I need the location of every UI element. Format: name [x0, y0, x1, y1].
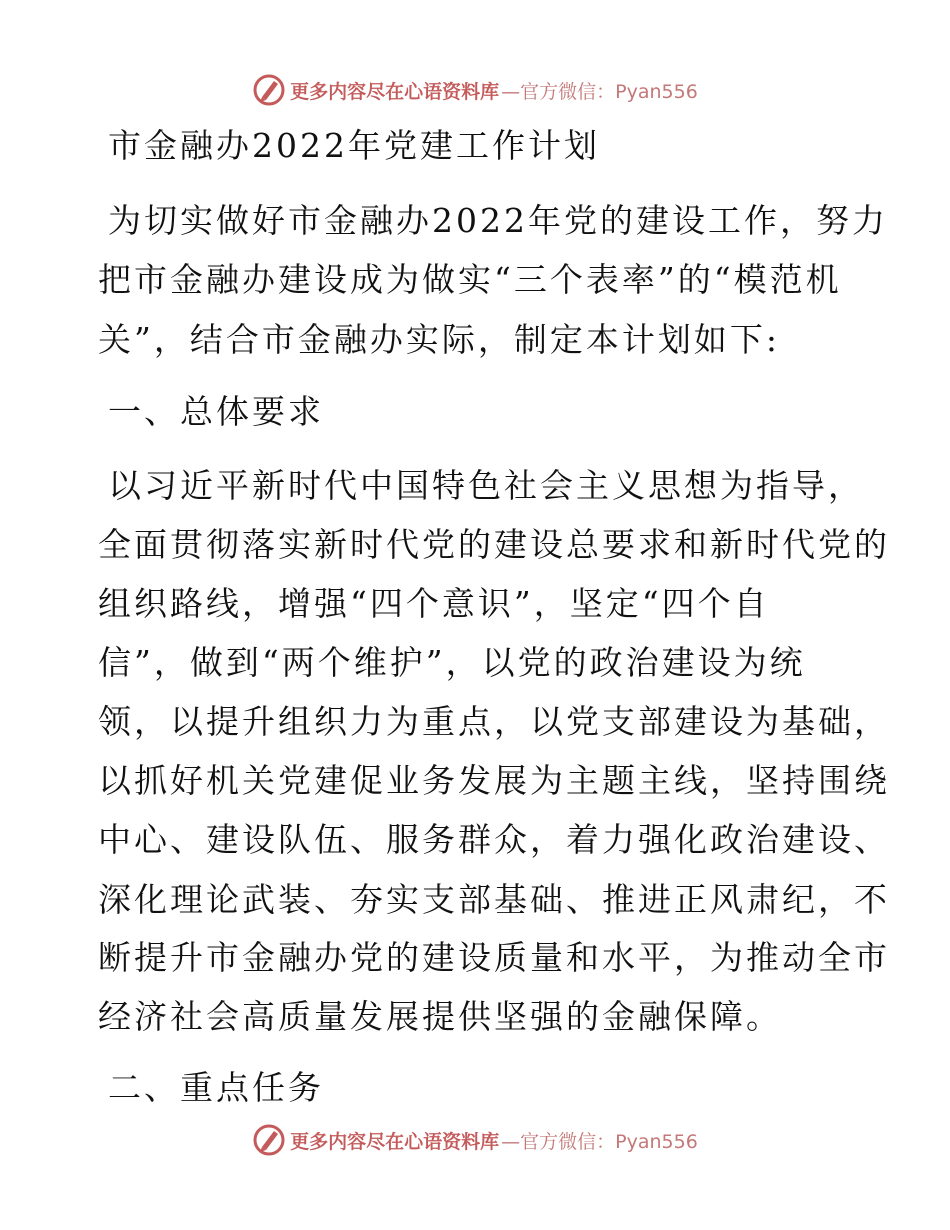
section1-line: 信”，做到“两个维护”，以党的政治建设为统 [98, 643, 806, 682]
section1-line: 断提升市金融办党的建设质量和水平，为推动全市 [98, 938, 890, 977]
section1-line: 中心、建设队伍、服务群众，着力强化政治建设、 [98, 820, 890, 859]
watermark-footer [0, 1120, 950, 1160]
section1-line: 组织路线，增强“四个意识”，坚定“四个自 [98, 584, 770, 623]
section1-line: 以习近平新时代中国特色社会主义思想为指导， [108, 466, 864, 505]
watermark-wechat-text: —官方微信：Pyan556 [501, 1130, 698, 1153]
document-title: 市金融办2022年党建工作计划 [108, 126, 600, 165]
pen-logo-icon [252, 1123, 286, 1157]
section1-line: 以抓好机关党建促业务发展为主题主线，坚持围绕 [98, 761, 890, 800]
watermark-brand-text: 更多内容尽在心语资料库 [290, 80, 500, 103]
section1-line: 深化理论武装、夯实支部基础、推进正风肃纪，不 [98, 880, 890, 919]
watermark-brand-text: 更多内容尽在心语资料库 [290, 1130, 500, 1153]
intro-line: 为切实做好市金融办2022年党的建设工作，努力 [108, 201, 888, 240]
intro-line: 关”，结合市金融办实际，制定本计划如下: [98, 320, 780, 359]
section-heading-overall: 一、总体要求 [108, 392, 324, 431]
watermark-header [0, 70, 950, 110]
watermark-wechat-text: —官方微信：Pyan556 [501, 80, 698, 103]
section-heading-tasks: 二、重点任务 [108, 1068, 324, 1107]
section1-line: 经济社会高质量发展提供坚强的金融保障。 [98, 997, 782, 1036]
section1-line: 全面贯彻落实新时代党的建设总要求和新时代党的 [98, 525, 890, 564]
section1-line: 领，以提升组织力为重点，以党支部建设为基础， [98, 702, 890, 741]
intro-line: 把市金融办建设成为做实“三个表率”的“模范机 [98, 260, 842, 299]
pen-logo-icon [252, 73, 286, 107]
